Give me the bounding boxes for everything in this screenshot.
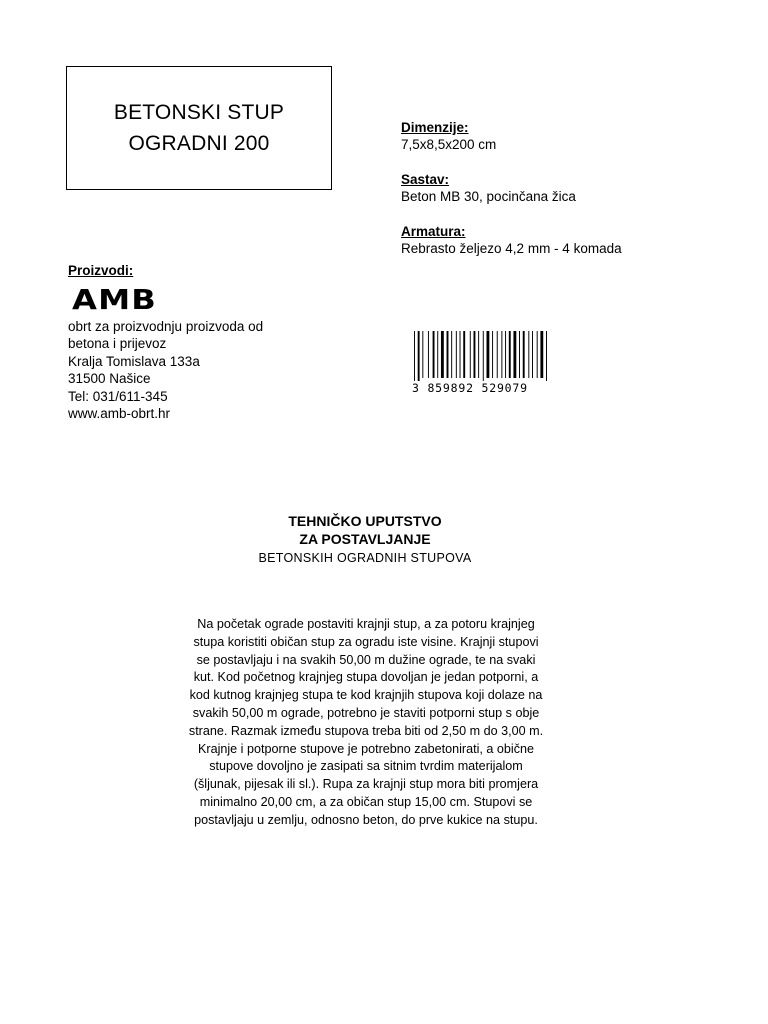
- instructions-body-line: se postavljaju i na svakih 50,00 m dužine ograde, te na svaki: [196, 652, 536, 667]
- spec-dimensions: [401, 119, 622, 153]
- instructions-body-line: stupa koristiti običan stup za ogradu iste visine. Krajnji stupovi: [193, 634, 539, 649]
- spec-dimensions-value: 7,5x8,5x200 cm: [401, 137, 497, 152]
- instructions-body-line: svakih 50,00 m ograde, potrebno je staviti potporni stup s obje: [192, 705, 540, 720]
- producer-info: [68, 262, 263, 423]
- instructions-body-line: minimalno 20,00 cm, a za običan stup 15,00 cm. Stupovi se: [199, 794, 533, 809]
- product-title-line2: OGRADNI 200: [128, 132, 270, 155]
- amb-logo: AMB: [72, 282, 157, 316]
- barcode: [412, 331, 572, 395]
- producer-label: Proizvodi:: [68, 263, 134, 278]
- producer-line: obrt za proizvodnju proizvoda od: [68, 318, 264, 334]
- instructions-body: [176, 616, 556, 830]
- spec-dimensions-label: Dimenzije:: [401, 120, 469, 135]
- barcode-number: 3 859892 529079: [412, 381, 528, 395]
- producer-address: Kralja Tomislava 133a: [68, 353, 200, 369]
- spec-composition: [401, 171, 622, 205]
- instructions-body-line: kut. Kod početnog krajnjeg stupa dovoljan je jedan potporni, a: [193, 670, 539, 685]
- instructions-body-line: kod kutnog krajnjeg stupa te kod krajnjih stupova koji dolaze na: [189, 688, 543, 703]
- spec-reinforcement: [401, 223, 622, 257]
- producer-phone: Tel: 031/611-345: [68, 388, 168, 404]
- specifications: [401, 119, 622, 275]
- barcode-bars: [412, 331, 572, 381]
- producer-website: www.amb-obrt.hr: [68, 406, 171, 421]
- product-title-box: [66, 66, 332, 190]
- producer-line: betona i prijevoz: [68, 336, 167, 351]
- instructions-body-line: (šljunak, pijesak ili sl.). Rupa za krajnji stup mora biti promjera: [193, 777, 539, 792]
- product-title-line1: BETONSKI STUP: [113, 101, 285, 124]
- instructions-subtitle: BETONSKIH OGRADNIH STUPOVA: [258, 551, 472, 565]
- spec-composition-label: Sastav:: [401, 172, 450, 187]
- instructions-body-line: stupove dovoljno je zasipati sa sitnim tvrdim materijalom: [209, 759, 523, 774]
- instructions-body-line: strane. Razmak između stupova treba biti od 2,50 m do 3,00 m.: [188, 723, 544, 738]
- instructions-title-line1: TEHNIČKO UPUTSTVO: [288, 513, 442, 529]
- spec-composition-value: Beton MB 30, pocinčana žica: [401, 189, 576, 204]
- instructions-body-line: Na početak ograde postaviti krajnji stup, a za potoru krajnjeg: [197, 617, 535, 631]
- spec-reinforcement-label: Armatura:: [401, 224, 466, 239]
- instructions-body-line: Krajnje i potporne stupove je potrebno zabetonirati, a obične: [197, 741, 535, 756]
- instructions-body-line: postavljaju u zemlju, odnosno beton, do prve kukice na stupu.: [194, 812, 538, 827]
- producer-city: 31500 Našice: [68, 371, 151, 386]
- instructions-title-line2: ZA POSTAVLJANJE: [299, 531, 431, 547]
- spec-reinforcement-value: Rebrasto željezo 4,2 mm - 4 komada: [401, 241, 622, 256]
- instructions-heading: [0, 512, 730, 568]
